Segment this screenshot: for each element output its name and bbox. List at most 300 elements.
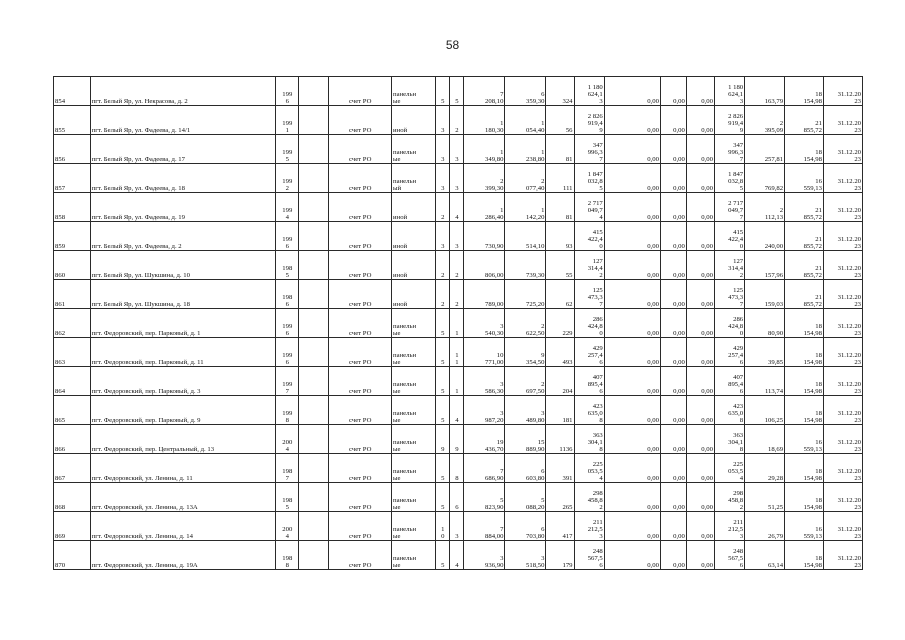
year-cell	[276, 135, 299, 164]
area-cell	[464, 135, 505, 164]
year-cell	[276, 541, 299, 570]
limit-cost-cell	[785, 77, 824, 106]
row-number-cell: 859	[54, 222, 91, 251]
cell-line: 9	[739, 126, 744, 134]
cell-line: 2	[285, 184, 289, 192]
cost-col1-cell: 0,00	[604, 193, 660, 222]
cell-line: 200	[282, 525, 293, 533]
method-cell: счет РО	[329, 338, 392, 367]
deadline-cell	[823, 280, 862, 309]
cell-line: 18	[815, 322, 822, 330]
cell-line: 0	[441, 532, 445, 540]
entrances-cell	[450, 106, 464, 135]
living-area-cell	[505, 135, 546, 164]
cell-line: 10	[496, 351, 504, 359]
cell-line: 19	[496, 438, 504, 446]
cell-line: 7	[599, 300, 603, 308]
cell-line: 8	[599, 445, 603, 453]
cell-line: 8	[455, 474, 459, 482]
cell-line: 31.12.20	[837, 119, 861, 127]
method-cell: счет РО	[329, 396, 392, 425]
cell-line: 354,50	[526, 358, 545, 366]
floors-cell	[436, 135, 450, 164]
cell-line: 5	[441, 97, 445, 105]
cell-line: 31.12.20	[837, 264, 861, 272]
cell-line: панельн	[393, 380, 417, 388]
method-cell: счет РО	[329, 77, 392, 106]
cell-line: 18	[815, 554, 822, 562]
cell-line: 895,4	[728, 380, 744, 388]
method-cell: счет РО	[329, 541, 392, 570]
cell-line: 407	[592, 373, 603, 381]
cell-line: 199	[282, 322, 293, 330]
cell-line: 1	[541, 119, 545, 127]
cell-line: 199	[282, 380, 293, 388]
floors-cell	[436, 222, 450, 251]
total-cost-cell	[714, 396, 744, 425]
cell-line: 23	[854, 445, 861, 453]
cell-line: 238,80	[526, 155, 545, 163]
cell-line: 4	[285, 445, 289, 453]
cell-line: 154,98	[803, 97, 822, 105]
blank-cell	[299, 164, 329, 193]
blank-cell	[299, 222, 329, 251]
cost-col2-cell: 0,00	[660, 135, 686, 164]
cell-line: 314,4	[587, 264, 603, 272]
address-cell: пгт. Федоровский, пер. Парковый, д. 11	[90, 338, 276, 367]
entrances-cell	[450, 309, 464, 338]
cost-col3-cell: 0,00	[686, 396, 714, 425]
cell-line: 3	[739, 532, 744, 540]
cell-line: 725,20	[526, 300, 545, 308]
entrances-cell	[450, 512, 464, 541]
limit-cost-cell	[785, 135, 824, 164]
cell-line: 3	[441, 184, 445, 192]
cell-line: 18	[815, 90, 822, 98]
cell-line: 622,50	[526, 329, 545, 337]
living-area-cell	[505, 454, 546, 483]
total-cost-cell	[714, 425, 744, 454]
material-cell	[392, 135, 436, 164]
cost-cell	[574, 106, 604, 135]
cost-col3-cell: 0,00	[686, 77, 714, 106]
cell-line: 7	[739, 300, 744, 308]
cell-line: 23	[854, 416, 861, 424]
total-cost-cell	[714, 222, 744, 251]
cell-line: 199	[282, 206, 293, 214]
row-number-cell: 870	[54, 541, 91, 570]
table-row	[54, 396, 863, 425]
cell-line: 3	[500, 554, 504, 562]
limit-cost-cell	[785, 454, 824, 483]
cost-col1-cell: 0,00	[604, 222, 660, 251]
cell-line: 3	[441, 155, 445, 163]
cell-line: 567,5	[587, 554, 603, 562]
cell-line: 2	[441, 271, 445, 279]
cell-line: 0	[599, 242, 603, 250]
entrances-cell	[450, 135, 464, 164]
cell-line: 635,0	[587, 409, 603, 417]
cell-line: 5	[441, 503, 445, 511]
cell-line: панельн	[393, 409, 417, 417]
limit-cost-cell	[785, 280, 824, 309]
cell-line: 7	[739, 213, 744, 221]
cell-line: 559,13	[803, 184, 822, 192]
address-cell: пгт. Федоровский, ул. Ленина, д. 14	[90, 512, 276, 541]
cost-cell	[574, 309, 604, 338]
total-cost-cell	[714, 280, 744, 309]
cell-line: 1 180	[587, 83, 603, 91]
cell-line: 1	[441, 525, 445, 533]
cell-line: 8	[599, 416, 603, 424]
cost-col2-cell: 0,00	[660, 77, 686, 106]
cell-line: 154,98	[803, 358, 822, 366]
method-cell: счет РО	[329, 454, 392, 483]
cell-line: 2	[779, 206, 784, 214]
cell-line: 2	[455, 300, 459, 308]
cost-cell	[574, 454, 604, 483]
cost-col2-cell: 0,00	[660, 222, 686, 251]
cell-line: 6	[541, 90, 545, 98]
cell-line: ые	[393, 445, 401, 453]
cell-line: 198	[282, 496, 293, 504]
living-area-cell	[505, 396, 546, 425]
cell-line: 23	[854, 329, 861, 337]
limit-cost-cell	[785, 483, 824, 512]
limit-cost-cell	[785, 222, 824, 251]
cell-line: 199	[282, 90, 293, 98]
method-cell: счет РО	[329, 222, 392, 251]
cell-line: панельн	[393, 322, 417, 330]
cell-line: 919,4	[728, 119, 744, 127]
deadline-cell	[823, 193, 862, 222]
cell-line: 0	[599, 329, 603, 337]
total-cost-cell	[714, 454, 744, 483]
cell-line: 8	[739, 445, 744, 453]
cell-line: 395,09	[764, 126, 784, 134]
cell-line: 3	[455, 532, 459, 540]
cell-line: 359,30	[526, 97, 545, 105]
cell-line: 919,4	[587, 119, 603, 127]
cell-line: 1	[500, 119, 504, 127]
cell-line: 895,4	[587, 380, 603, 388]
area-cell	[464, 222, 505, 251]
total-cost-cell	[714, 309, 744, 338]
cell-line: 5	[441, 358, 445, 366]
table-row	[54, 541, 863, 570]
cell-line: 31.12.20	[837, 206, 861, 214]
cell-line: 4	[455, 561, 459, 569]
cell-line: иной	[393, 242, 408, 250]
specific-cost-cell	[745, 106, 785, 135]
cell-line: ые	[393, 474, 401, 482]
cell-line: 996,3	[587, 148, 603, 156]
material-cell	[392, 338, 436, 367]
cell-line: 053,5	[728, 467, 744, 475]
deadline-cell	[823, 309, 862, 338]
address-cell: пгт. Федоровский, ул. Ленина, д. 19А	[90, 541, 276, 570]
cell-line: 23	[854, 532, 861, 540]
cell-line: 6	[285, 358, 289, 366]
cell-line: 31.12.20	[837, 380, 861, 388]
cell-line: 559,13	[803, 445, 822, 453]
cell-line: 5	[441, 329, 445, 337]
cell-line: 5	[285, 155, 289, 163]
cell-line: 198	[282, 264, 293, 272]
deadline-cell	[823, 77, 862, 106]
cost-cell	[574, 222, 604, 251]
cell-line: 6	[285, 300, 289, 308]
deadline-cell	[823, 338, 862, 367]
material-cell	[392, 483, 436, 512]
cell-line: 3	[541, 554, 545, 562]
year-cell	[276, 309, 299, 338]
cell-line: 6	[285, 242, 289, 250]
cell-line: 1	[285, 126, 289, 134]
cell-line: 6	[599, 358, 603, 366]
cell-line: 7	[285, 387, 289, 395]
cell-line: 7	[599, 155, 603, 163]
cell-line: 1	[541, 206, 545, 214]
table-row	[54, 77, 863, 106]
row-number-cell: 869	[54, 512, 91, 541]
cell-line: 154,98	[803, 474, 822, 482]
material-cell	[392, 106, 436, 135]
cell-line: 996,3	[728, 148, 744, 156]
cell-line: 208,10	[485, 97, 504, 105]
cell-line: 18	[815, 467, 822, 475]
area-cell	[464, 164, 505, 193]
cell-line: 077,40	[526, 184, 545, 192]
cell-line: 635,0	[728, 409, 744, 417]
cell-line: 049,7	[587, 206, 603, 214]
cell-line: 154,98	[803, 561, 822, 569]
cost-col1-cell: 0,00	[604, 454, 660, 483]
cost-col3-cell: 0,00	[686, 135, 714, 164]
limit-cost-cell	[785, 396, 824, 425]
area-cell	[464, 77, 505, 106]
cost-col3-cell: 0,00	[686, 280, 714, 309]
cell-line: 18	[815, 148, 822, 156]
living-area-cell	[505, 251, 546, 280]
housing-register-table	[53, 76, 863, 570]
cell-line: иной	[393, 300, 408, 308]
cell-line: 31.12.20	[837, 322, 861, 330]
cell-line: 127	[592, 257, 603, 265]
row-number-cell: 854	[54, 77, 91, 106]
table-row	[54, 164, 863, 193]
cost-col3-cell: 0,00	[686, 541, 714, 570]
area-cell	[464, 512, 505, 541]
cell-line: 21	[815, 264, 822, 272]
blank-cell	[299, 512, 329, 541]
total-cost-cell	[714, 106, 744, 135]
area-cell	[464, 338, 505, 367]
cell-line: 180,30	[485, 126, 504, 134]
cell-line: 2	[541, 177, 545, 185]
cell-line: 2	[599, 271, 603, 279]
cell-line: 18	[815, 409, 822, 417]
table-row	[54, 135, 863, 164]
row-number-cell: 867	[54, 454, 91, 483]
cell-line: 686,90	[485, 474, 504, 482]
area-cell	[464, 425, 505, 454]
method-cell: счет РО	[329, 251, 392, 280]
cell-line: панельн	[393, 90, 417, 98]
living-area-cell	[505, 77, 546, 106]
cell-line: 154,98	[803, 155, 822, 163]
cell-line: 586,30	[485, 387, 504, 395]
floors-cell	[436, 512, 450, 541]
cell-line: 225	[592, 460, 603, 468]
table-row	[54, 454, 863, 483]
cell-line: 154,98	[803, 503, 822, 511]
cell-line: 1 847	[587, 170, 603, 178]
method-cell: счет РО	[329, 512, 392, 541]
area-cell	[464, 193, 505, 222]
cost-cell	[574, 367, 604, 396]
cell-line: 2	[455, 126, 459, 134]
method-cell: счет РО	[329, 309, 392, 338]
cost-col3-cell: 0,00	[686, 251, 714, 280]
cost-col3-cell: 0,00	[686, 106, 714, 135]
specific-cost-cell: 51,25	[745, 483, 785, 512]
cell-line: 422,4	[587, 235, 603, 243]
living-area-cell	[505, 541, 546, 570]
cost-cell	[574, 280, 604, 309]
entrances-cell	[450, 483, 464, 512]
cell-line: 1	[455, 351, 459, 359]
specific-cost-cell: 113,74	[745, 367, 785, 396]
cell-line: панельн	[393, 496, 417, 504]
material-cell	[392, 541, 436, 570]
cell-line: 423	[592, 402, 603, 410]
total-cost-cell	[714, 483, 744, 512]
residents-cell: 81	[546, 193, 574, 222]
entrances-cell	[450, 541, 464, 570]
cell-line: 257,4	[587, 351, 603, 359]
cell-line: 8	[285, 561, 289, 569]
cell-line: 154,98	[803, 387, 822, 395]
material-cell	[392, 77, 436, 106]
specific-cost-cell: 63,14	[745, 541, 785, 570]
cell-line: 127	[733, 257, 744, 265]
cost-cell	[574, 483, 604, 512]
floors-cell	[436, 454, 450, 483]
cell-line: 23	[854, 503, 861, 511]
cell-line: 5	[500, 496, 504, 504]
cell-line: 054,40	[526, 126, 545, 134]
limit-cost-cell	[785, 425, 824, 454]
table-row	[54, 222, 863, 251]
specific-cost-cell: 159,03	[745, 280, 785, 309]
cost-col1-cell: 0,00	[604, 396, 660, 425]
total-cost-cell	[714, 193, 744, 222]
year-cell	[276, 483, 299, 512]
limit-cost-cell	[785, 367, 824, 396]
cost-col2-cell: 0,00	[660, 396, 686, 425]
total-cost-cell	[714, 512, 744, 541]
cost-col3-cell: 0,00	[686, 193, 714, 222]
year-cell	[276, 338, 299, 367]
living-area-cell	[505, 367, 546, 396]
row-number-cell: 862	[54, 309, 91, 338]
cell-line: 7	[500, 90, 504, 98]
address-cell: пгт. Федоровский, пер. Парковый, д. 9	[90, 396, 276, 425]
total-cost-cell	[714, 251, 744, 280]
cell-line: 4	[285, 213, 289, 221]
deadline-cell	[823, 164, 862, 193]
cost-col3-cell: 0,00	[686, 222, 714, 251]
cell-line: 154,98	[803, 416, 822, 424]
cell-line: 7	[500, 467, 504, 475]
entrances-cell	[450, 425, 464, 454]
cell-line: 2 826	[587, 112, 603, 120]
cell-line: 540,30	[485, 329, 504, 337]
cost-col2-cell: 0,00	[660, 280, 686, 309]
cell-line: 2	[779, 119, 784, 127]
residents-cell: 1136	[546, 425, 574, 454]
cell-line: 1	[455, 329, 459, 337]
cell-line: 112,13	[764, 213, 784, 221]
year-cell	[276, 280, 299, 309]
cost-cell	[574, 193, 604, 222]
cell-line: 8	[285, 416, 289, 424]
limit-cost-cell	[785, 309, 824, 338]
material-cell	[392, 454, 436, 483]
cell-line: 16	[815, 438, 822, 446]
cost-col3-cell: 0,00	[686, 483, 714, 512]
cell-line: 415	[592, 228, 603, 236]
year-cell	[276, 222, 299, 251]
cost-cell	[574, 338, 604, 367]
deadline-cell	[823, 251, 862, 280]
living-area-cell	[505, 164, 546, 193]
cell-line: 31.12.20	[837, 351, 861, 359]
floors-cell	[436, 193, 450, 222]
blank-cell	[299, 280, 329, 309]
entrances-cell	[450, 454, 464, 483]
cost-col1-cell: 0,00	[604, 251, 660, 280]
blank-cell	[299, 193, 329, 222]
cost-col2-cell: 0,00	[660, 425, 686, 454]
table-row	[54, 483, 863, 512]
cell-line: 23	[854, 155, 861, 163]
cell-line: 7	[500, 525, 504, 533]
year-cell	[276, 193, 299, 222]
cell-line: панельн	[393, 467, 417, 475]
cell-line: 3	[441, 242, 445, 250]
address-cell: пгт. Федоровский, пер. Парковый, д. 1	[90, 309, 276, 338]
year-cell	[276, 512, 299, 541]
deadline-cell	[823, 222, 862, 251]
method-cell: счет РО	[329, 135, 392, 164]
cell-line: 884,00	[485, 532, 504, 540]
deadline-cell	[823, 483, 862, 512]
floors-cell	[436, 280, 450, 309]
blank-cell	[299, 309, 329, 338]
blank-cell	[299, 454, 329, 483]
cell-line: 730,90	[485, 242, 504, 250]
cell-line: 624,1	[587, 90, 603, 98]
cost-col1-cell: 0,00	[604, 280, 660, 309]
blank-cell	[299, 425, 329, 454]
entrances-cell	[450, 396, 464, 425]
cell-line: 739,30	[526, 271, 545, 279]
cell-line: 3	[599, 97, 603, 105]
area-cell	[464, 396, 505, 425]
cell-line: 399,30	[485, 184, 504, 192]
